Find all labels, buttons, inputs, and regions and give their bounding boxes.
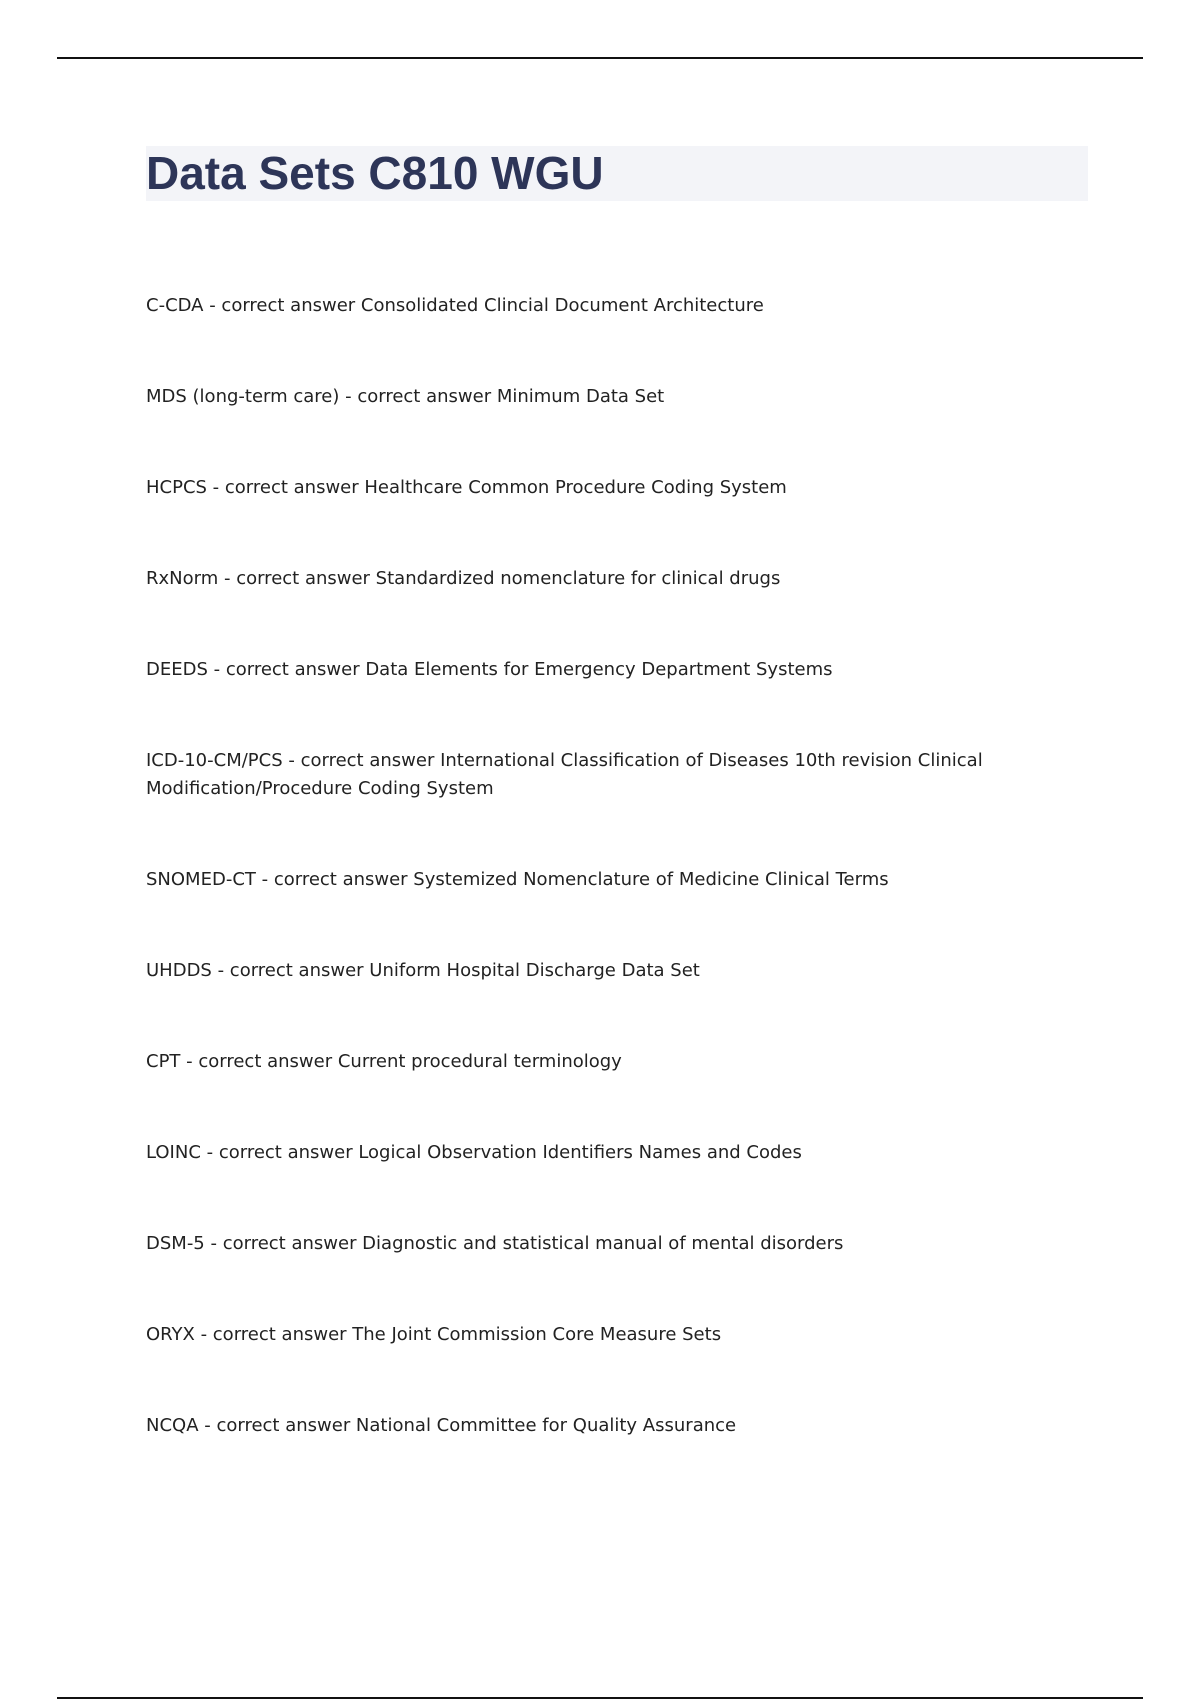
top-rule	[57, 57, 1143, 59]
flashcard-entry: ORYX - correct answer The Joint Commission Core Measure Sets	[146, 1324, 722, 1345]
flashcard-list	[146, 292, 1006, 1503]
flashcard-entry: ICD-10-CM/PCS - correct answer International Classification of Diseases 10th revision Clinical Modification/Procedure Coding System	[146, 750, 983, 799]
flashcard-entry: NCQA - correct answer National Committee for Quality Assurance	[146, 1415, 737, 1436]
flashcard-entry: RxNorm - correct answer Standardized nomenclature for clinical drugs	[146, 568, 781, 589]
flashcard-entry: HCPCS - correct answer Healthcare Common Procedure Coding System	[146, 477, 787, 498]
flashcard-entry: MDS (long-term care) - correct answer Minimum Data Set	[146, 386, 665, 407]
bottom-rule	[57, 1697, 1143, 1699]
flashcard-entry: DEEDS - correct answer Data Elements for Emergency Department Systems	[146, 659, 833, 680]
flashcard-entry: LOINC - correct answer Logical Observation Identifiers Names and Codes	[146, 1142, 802, 1163]
flashcard-entry: CPT - correct answer Current procedural terminology	[146, 1051, 622, 1072]
document-title: Data Sets C810 WGU	[146, 147, 604, 199]
flashcard-entry: SNOMED-CT - correct answer Systemized Nomenclature of Medicine Clinical Terms	[146, 869, 889, 890]
flashcard-entry: DSM-5 - correct answer Diagnostic and statistical manual of mental disorders	[146, 1233, 844, 1254]
flashcard-entry: C-CDA - correct answer Consolidated Clincial Document Architecture	[146, 295, 764, 316]
flashcard-entry: UHDDS - correct answer Uniform Hospital Discharge Data Set	[146, 960, 700, 981]
